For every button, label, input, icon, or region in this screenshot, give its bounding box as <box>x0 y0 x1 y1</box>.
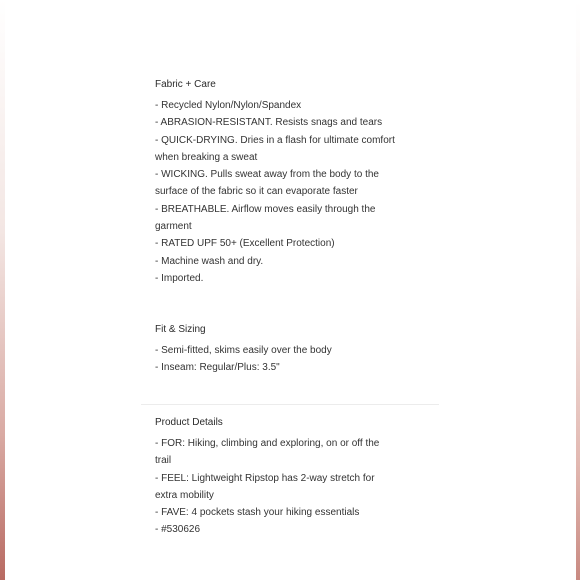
list-item: - Imported. <box>155 272 204 284</box>
list-item: - QUICK-DRYING. Dries in a flash for ultimate comfort <box>155 134 395 146</box>
section-divider <box>141 404 439 405</box>
list-item: - Semi-fitted, skims easily over the body <box>155 345 332 356</box>
product-details-section <box>141 416 441 539</box>
list-item: extra mobility <box>155 489 214 501</box>
list-item: - BREATHABLE. Airflow moves easily through the <box>155 203 376 215</box>
list-item: - Inseam: Regular/Plus: 3.5" <box>155 362 280 374</box>
list-item: - WICKING. Pulls sweat away from the body to the <box>155 169 379 181</box>
list-item: garment <box>155 221 192 233</box>
product-details-heading: Product Details <box>155 417 223 428</box>
list-item: trail <box>155 455 172 467</box>
fit-sizing-section <box>141 323 441 377</box>
list-item: - #530626 <box>155 524 201 536</box>
list-item: - RATED UPF 50+ (Excellent Protection) <box>155 238 335 250</box>
list-item: - FOR: Hiking, climbing and exploring, on or off the <box>155 438 380 449</box>
list-item: surface of the fabric so it can evaporate faster <box>155 186 358 198</box>
list-item: when breaking a sweat <box>155 151 258 163</box>
list-item: - Machine wash and dry. <box>155 255 264 267</box>
left-edge-tint <box>0 0 5 580</box>
fit-sizing-list <box>141 342 441 377</box>
list-item: - FEEL: Lightweight Ripstop has 2-way stretch for <box>155 472 375 484</box>
fabric-care-heading: Fabric + Care <box>155 79 216 90</box>
fabric-care-section <box>141 78 441 287</box>
fit-sizing-heading: Fit & Sizing <box>155 324 206 335</box>
list-item: - Recycled Nylon/Nylon/Spandex <box>155 100 302 111</box>
fabric-care-list <box>141 97 441 287</box>
list-item: - FAVE: 4 pockets stash your hiking essentials <box>155 507 360 519</box>
product-details-list <box>141 435 441 539</box>
product-description-panel[interactable] <box>141 60 441 536</box>
list-item: - ABRASION-RESISTANT. Resists snags and tears <box>155 117 383 129</box>
right-edge-tint <box>576 0 580 580</box>
